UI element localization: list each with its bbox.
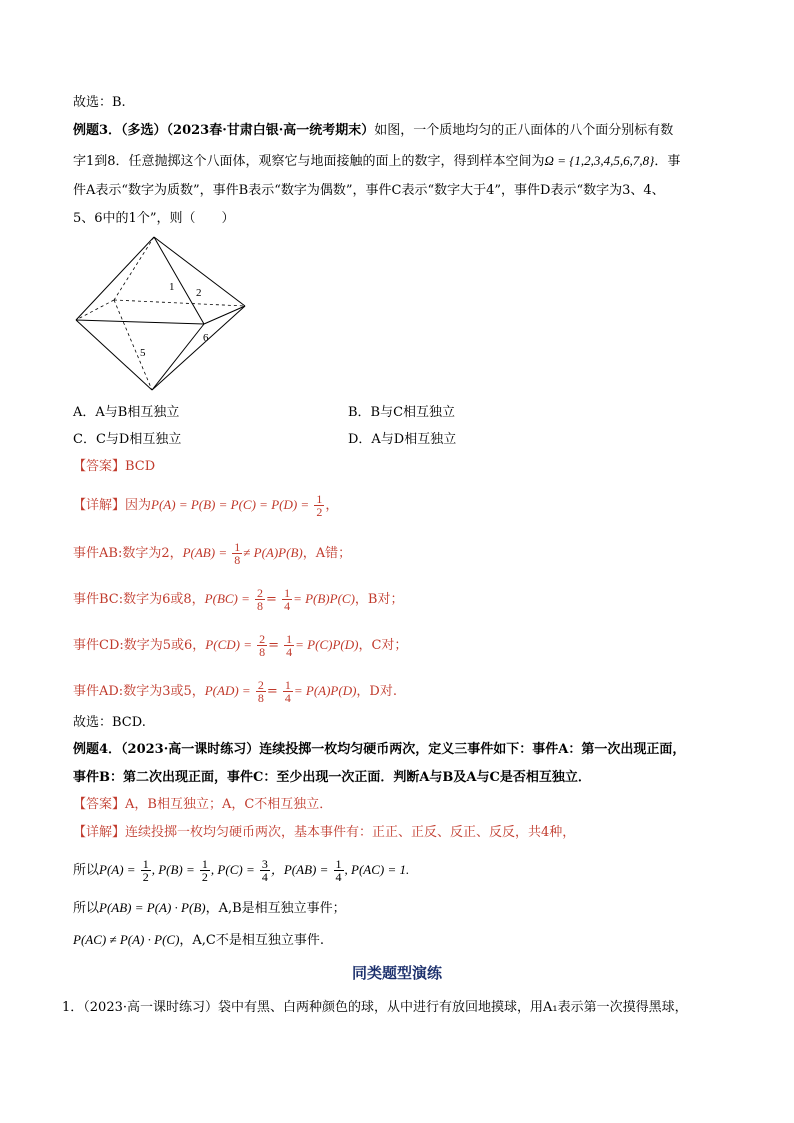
fraction-one-quarter: $\frac{1}{4}$ [335,857,342,884]
formula: ，P(AB) = [270,862,329,877]
hidden-edge [114,237,154,300]
detail-text: ， [325,498,339,513]
example3-source: （多选）（2023春·甘肃白银·高一统考期末） [121,123,375,138]
example4-answer [73,795,332,815]
event-ad-text: 事件AD:数字为3或5， [73,684,205,699]
example3-text2b: ．事 [654,154,681,169]
formula: , P(AC) = 1. [344,862,410,877]
detail-tag: 【详解】 [73,498,126,513]
text: ，A,B是相互独立事件； [205,901,346,916]
detail-text: 因为 [125,498,152,513]
edge [152,324,204,390]
text: 所以 [73,901,100,916]
event-ad-result: ，D对. [356,684,397,699]
event-ab-result: ，A错； [302,546,352,561]
example3-text2: 字1到8．任意抛掷这个八面体，观察它与地面接触的面上的数字，得到样本空间为 [73,154,545,169]
text: ，A,C不是相互独立事件. [179,933,325,948]
example3-line4: 5、6中的1个”，则（ ） [73,211,235,226]
face-label-6: 6 [203,332,209,344]
example4-probabilities [73,858,409,883]
event-cd-line: 事件CD:数字为5或6，P(CD) = $\frac{2}{8}$ = $\frac{1}{4}$ = P(C)P(D)，C对； [73,632,408,659]
fraction-half: $\frac{1}{2}$ [201,857,208,884]
face-label-5: 5 [140,347,146,359]
answer-tag: 【答案】 [73,459,126,474]
formula: P(A) = P(B) = P(C) = P(D) = [151,497,310,512]
formula: P(CD) = [205,637,252,652]
octahedron-figure [70,234,255,394]
formula: , P(B) = [151,862,195,877]
edge [154,237,204,324]
formula: = P(B)P(C) [293,591,355,606]
event-cd-text: 事件CD:数字为5或6， [73,638,206,653]
example4-line-ab [73,898,346,919]
formula: ≠ P(A)P(B) [243,545,303,560]
event-bc-text: 事件BC:数字为6或8， [73,592,205,607]
example4-text1: （2023·高一课时练习）连续投掷一枚均匀硬币两次，定义三事件如下：事件A：第一次出现正面， [121,742,686,757]
hidden-edge [76,300,114,320]
example4-line1 [73,740,685,760]
example4-label: 例题4． [73,742,122,757]
fraction-one-quarter: $\frac{1}{4}$ [284,678,291,705]
example3-conclusion: 故选：BCD. [73,715,146,730]
formula: = P(A)P(D) [293,683,357,698]
edge [152,306,245,390]
example3-detail-1 [73,493,338,518]
formula: P(AC) ≠ P(A) · P(C) [73,932,180,947]
answer-value: BCD [125,459,156,474]
fraction-one-eighth: $\frac{1}{8}$ [234,540,241,567]
formula: , P(C) = [210,862,255,877]
formula: = P(C)P(D) [295,637,359,652]
hidden-edge [114,300,245,306]
fraction-two-eighth: $\frac{2}{8}$ [259,632,266,659]
hidden-edge [114,300,152,390]
fraction-half: $\frac{1}{2}$ [316,492,323,519]
formula: P(AB) = [182,545,228,560]
option-b: B．B与C相互独立 [348,405,456,420]
formula: P(AD) = [204,683,251,698]
event-bc-line: 事件BC:数字为6或8，P(BC) = $\frac{2}{8}$ = $\frac{1}{4}$ = P(B)P(C)，B对； [73,586,404,613]
fraction-one-quarter: $\frac{1}{4}$ [284,586,291,613]
event-ad-line: 事件AD:数字为3或5，P(AD) = $\frac{2}{8}$ = $\frac{1}{4}$ = P(A)P(D)，D对. [73,678,397,705]
detail-text: 连续投掷一枚均匀硬币两次，基本事件有：正正、正反、反正、反反，共4种， [125,825,576,840]
detail-tag: 【详解】 [73,825,126,840]
answer-value: A，B相互独立；A，C不相互独立． [125,797,333,812]
example4-line2: 事件B：第二次出现正面，事件C：至少出现一次正面．判断A与B及A与C是否相互独立． [73,770,591,785]
top-conclusion: 故选：B. [73,95,126,110]
edge [204,306,245,324]
fraction-half: $\frac{1}{2}$ [142,857,149,884]
text: 所以 [73,863,100,878]
answer-tag: 【答案】 [73,797,126,812]
example3-text1: 如图，一个质地均匀的正八面体的八个面分别标有数 [374,123,674,138]
option-d: D．A与D相互独立 [348,432,457,447]
event-bc-result: ，B对； [354,592,404,607]
edge [76,320,204,324]
fraction-one-quarter: $\frac{1}{4}$ [286,632,293,659]
example3-answer [73,457,155,477]
section-heading: 同类题型演练 [351,964,442,982]
example4-line-ac [73,930,324,951]
edge [76,237,154,320]
fraction-two-eighth: $\frac{2}{8}$ [257,586,264,613]
fraction-two-eighth: $\frac{2}{8}$ [257,678,264,705]
example4-detail [73,823,575,843]
formula: P(BC) = [204,591,250,606]
face-label-2: 2 [196,287,202,299]
question-1: 1．（2023·高一课时练习）袋中有黑、白两种颜色的球，从中进行有放回地摸球，用A₁表示第一次摸得黑球， [62,1000,688,1015]
option-c: C．C与D相互独立 [73,432,182,447]
option-a: A．A与B相互独立 [73,405,180,420]
sample-space: Ω = {1,2,3,4,5,6,7,8} [544,153,655,168]
face-label-1: 1 [169,281,175,293]
event-cd-result: ，C对； [358,638,408,653]
formula: P(A) = [99,862,136,877]
fraction-three-quarter: $\frac{3}{4}$ [261,857,268,884]
example3-label: 例题3． [73,123,122,138]
example3-line2 [73,151,680,172]
example3-line1 [73,121,673,141]
event-ab-text: 事件AB:数字为2， [73,546,183,561]
event-ab-line [73,541,351,566]
formula: P(AB) = P(A) · P(B) [99,900,206,915]
example3-line3: 件A表示“数字为质数”，事件B表示“数字为偶数”，事件C表示“数字大于4”，事件D表示“数字为3、4、 [73,183,665,198]
